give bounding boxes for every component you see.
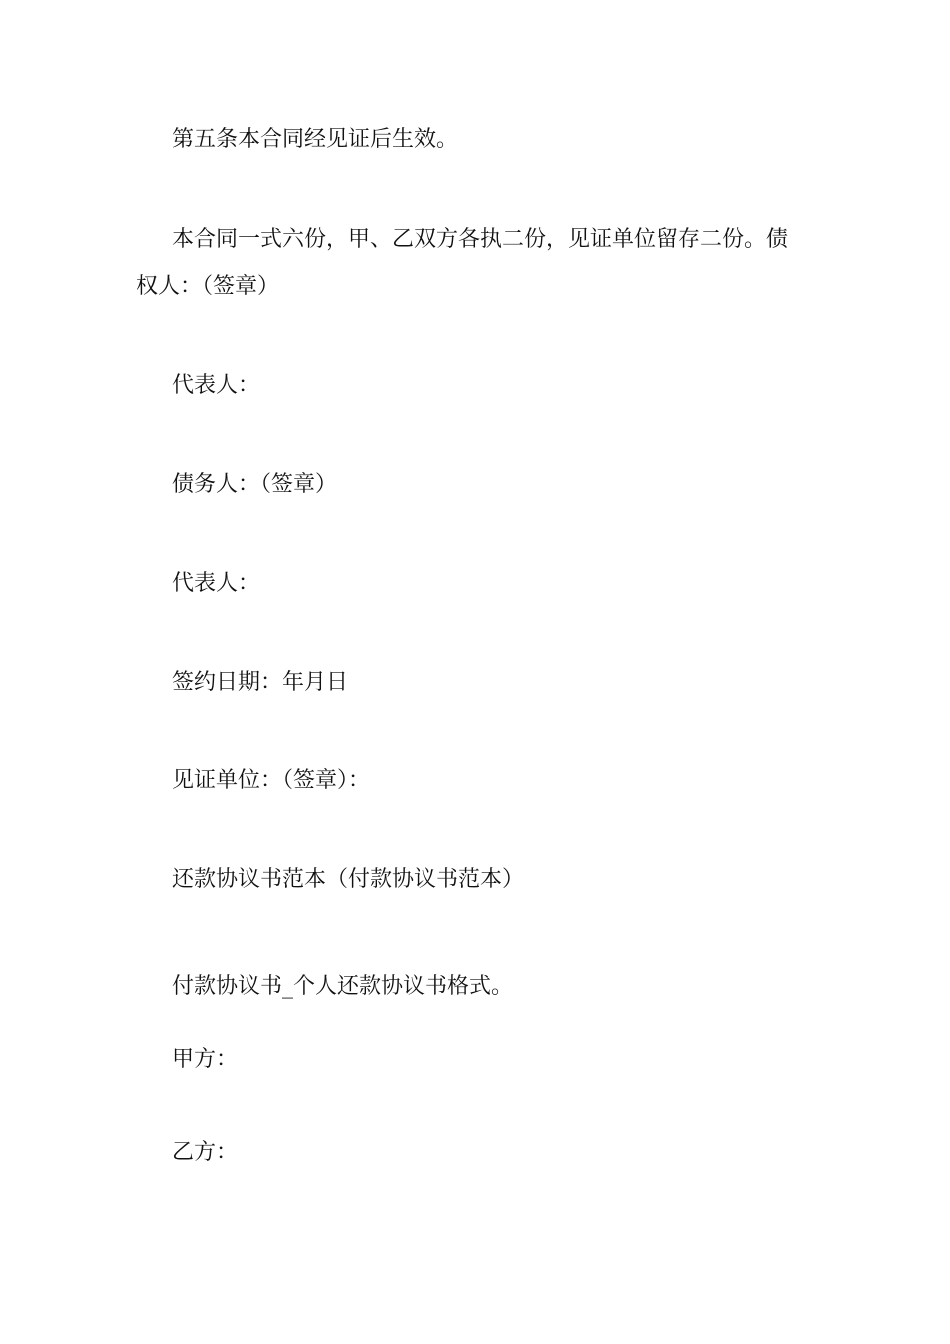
paragraph-creditor-representative: 代表人：: [172, 373, 261, 398]
paragraph-creditor: 权人：（签章）: [136, 274, 280, 299]
paragraph-debtor: 债务人：（签章）: [172, 472, 338, 497]
paragraph-template-title: 还款协议书范本（付款协议书范本）: [172, 867, 525, 892]
paragraph-payment-agreement: 付款协议书_个人还款协议书格式。: [172, 974, 514, 999]
paragraph-party-b: 乙方：: [172, 1140, 239, 1165]
paragraph-witness-unit: 见证单位：（签章）：: [172, 768, 371, 793]
paragraph-party-a: 甲方：: [172, 1047, 239, 1072]
paragraph-article-five: 第五条本合同经见证后生效。: [172, 127, 459, 152]
paragraph-debtor-representative: 代表人：: [172, 571, 261, 596]
paragraph-copies: 本合同一式六份，甲、乙双方各执二份，见证单位留存二份。债: [172, 227, 789, 252]
paragraph-signing-date: 签约日期：年月日: [172, 670, 349, 695]
